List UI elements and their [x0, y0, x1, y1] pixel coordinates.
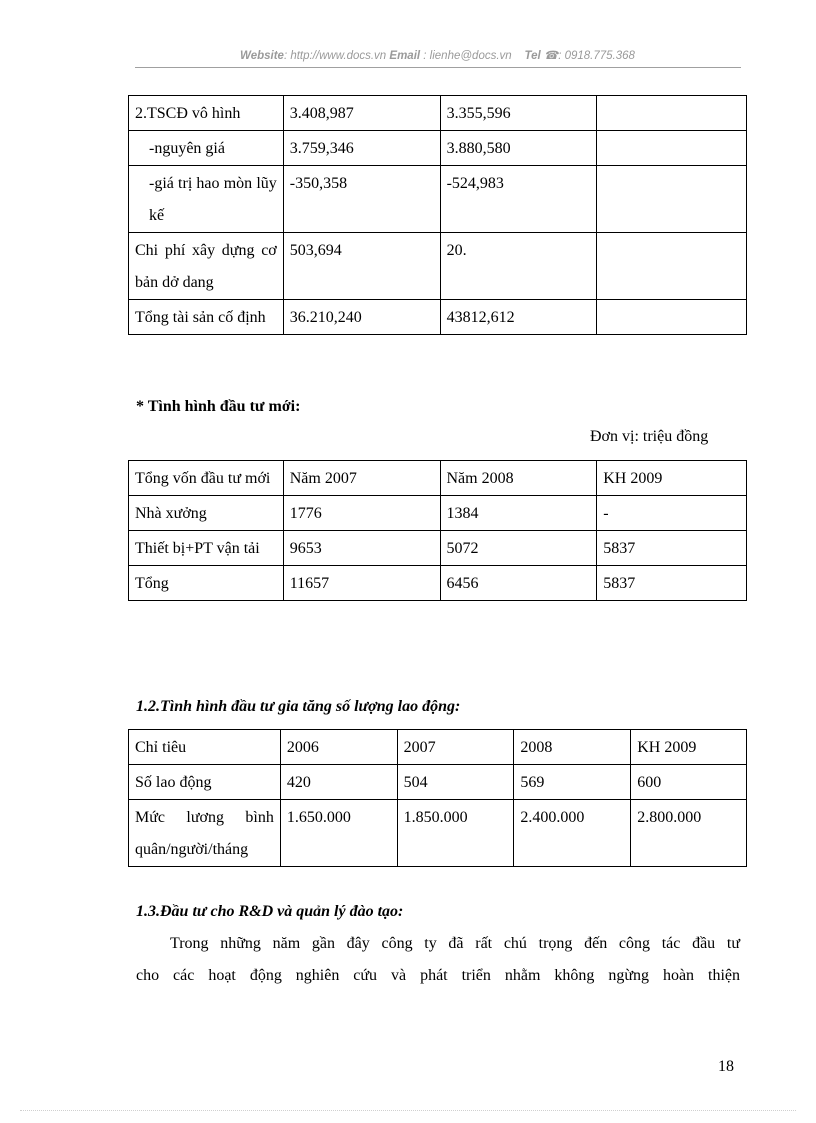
table-row [129, 566, 747, 601]
table-cell: Mức lương bình quân/người/tháng [129, 800, 281, 867]
table-cell: 503,694 [283, 233, 440, 300]
table-cell: Chi phí xây dựng cơ bản dở dang [129, 233, 284, 300]
table-cell: 3.408,987 [283, 96, 440, 131]
table-cell [597, 300, 747, 335]
page-header [135, 48, 740, 62]
table-header-row [129, 461, 747, 496]
rd-paragraph-line-2: cho các hoạt động nghiên cứu và phát triển nhằm không ngừng hoàn thiện [136, 967, 740, 984]
table-cell: 1.850.000 [397, 800, 514, 867]
table-row [129, 131, 747, 166]
table-cell: 3.880,580 [440, 131, 597, 166]
table-header-row [129, 730, 747, 765]
rd-heading: 1.3.Đầu tư cho R&D và quản lý đào tạo: [136, 903, 404, 920]
table-cell: 20. [440, 233, 597, 300]
table-cell: 1776 [283, 496, 440, 531]
tel-label: Tel [524, 50, 541, 62]
table-cell: Số lao động [129, 765, 281, 800]
table-cell: Tổng [129, 566, 284, 601]
table-cell: Tổng tài sản cố định [129, 300, 284, 335]
rd-paragraph-line-1: Trong những năm gần đây công ty đã rất chú trọng đến công tác đầu tư [170, 935, 740, 952]
website-label: Website [240, 50, 284, 62]
fixed-assets-table [128, 95, 747, 335]
table-header-cell: 2007 [397, 730, 514, 765]
table-cell: -giá trị hao mòn lũy kế [129, 166, 284, 233]
table-row [129, 531, 747, 566]
table-cell [597, 233, 747, 300]
table-header-cell: Tổng vốn đầu tư mới [129, 461, 284, 496]
header-divider [135, 67, 741, 68]
table-cell: - [597, 496, 747, 531]
table-cell [597, 166, 747, 233]
table-row [129, 765, 747, 800]
labor-table [128, 729, 747, 867]
email-value: : lienhe@docs.vn [420, 50, 515, 62]
table-cell: Nhà xưởng [129, 496, 284, 531]
table-cell [597, 96, 747, 131]
table-cell: 569 [514, 765, 631, 800]
table-header-cell: 2008 [514, 730, 631, 765]
table-header-cell: KH 2009 [631, 730, 747, 765]
table-cell: 43812,612 [440, 300, 597, 335]
table-cell: 1384 [440, 496, 597, 531]
table-cell: 504 [397, 765, 514, 800]
website-value: : http://www.docs.vn [283, 50, 390, 62]
table-cell [597, 131, 747, 166]
table-cell: 5837 [597, 531, 747, 566]
table-header-cell: 2006 [280, 730, 397, 765]
table-row [129, 496, 747, 531]
table-cell: 5837 [597, 566, 747, 601]
phone-icon: ☎ [543, 50, 559, 62]
table-cell: 2.400.000 [514, 800, 631, 867]
table-cell: 1.650.000 [280, 800, 397, 867]
table-cell: 11657 [283, 566, 440, 601]
new-investment-table [128, 460, 747, 601]
table-cell: 5072 [440, 531, 597, 566]
table-cell: 36.210,240 [283, 300, 440, 335]
labor-heading: 1.2.Tình hình đầu tư gia tăng số lượng lao động: [136, 698, 461, 715]
table-cell: 420 [280, 765, 397, 800]
table-cell: -nguyên giá [129, 131, 284, 166]
table-cell: 3.355,596 [440, 96, 597, 131]
table-cell: -350,358 [283, 166, 440, 233]
table-cell: Thiết bị+PT vận tải [129, 531, 284, 566]
table-header-cell: Năm 2008 [440, 461, 597, 496]
table-header-cell: Chỉ tiêu [129, 730, 281, 765]
table-cell: 2.TSCĐ vô hình [129, 96, 284, 131]
table-row [129, 800, 747, 867]
table-row [129, 300, 747, 335]
table-row [129, 96, 747, 131]
table-header-cell: KH 2009 [597, 461, 747, 496]
new-investment-heading: * Tình hình đầu tư mới: [136, 398, 301, 415]
table-cell: 2.800.000 [631, 800, 747, 867]
table-cell: 9653 [283, 531, 440, 566]
table-row [129, 233, 747, 300]
page-bottom-border [20, 1110, 796, 1111]
tel-value: : 0918.775.368 [558, 50, 635, 62]
table-cell: -524,983 [440, 166, 597, 233]
page-number: 18 [718, 1058, 734, 1075]
table-cell: 600 [631, 765, 747, 800]
table-header-cell: Năm 2007 [283, 461, 440, 496]
table-row [129, 166, 747, 233]
table-cell: 3.759,346 [283, 131, 440, 166]
email-label: Email [389, 50, 421, 62]
unit-label: Đơn vị: triệu đồng [590, 428, 709, 445]
table-cell: 6456 [440, 566, 597, 601]
